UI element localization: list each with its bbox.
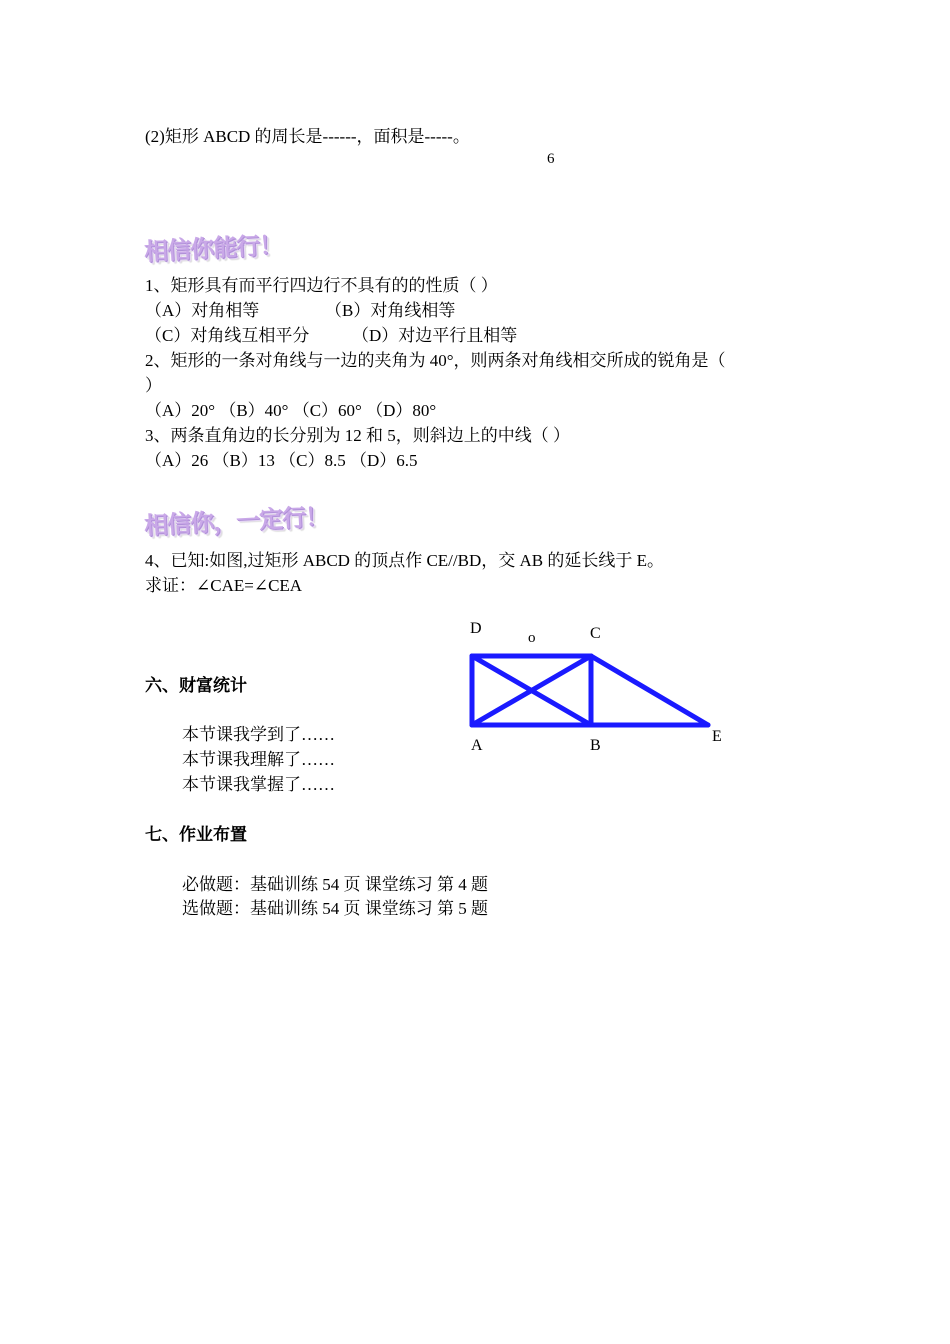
- question-3-options: （A）26 （B）13 （C）8.5 （D）6.5: [145, 451, 418, 470]
- proof-claim: 求证：∠CAE=∠CEA: [145, 576, 303, 595]
- label-D: D: [470, 620, 482, 637]
- label-o: o: [528, 630, 536, 646]
- question-2: 2、矩形的一条对角线与一边的夹角为 40°，则两条对角线相交所成的锐角是（: [145, 351, 726, 370]
- question-part-2: (2)矩形 ABCD 的周长是------，面积是-----。: [145, 127, 470, 146]
- section-6-heading: 六、财富统计: [145, 676, 247, 696]
- summary-line-1: 本节课我学到了……: [182, 725, 335, 744]
- summary-line-3: 本节课我掌握了……: [182, 775, 335, 794]
- page-number: 6: [547, 151, 555, 167]
- label-B: B: [590, 737, 601, 754]
- rectangle-figure: [460, 615, 730, 755]
- question-3: 3、两条直角边的长分别为 12 和 5，则斜边上的中线（ ）: [145, 426, 570, 445]
- homework-required: 必做题：基础训练 54 页 课堂练习 第 4 题: [182, 875, 488, 894]
- label-C: C: [590, 625, 601, 642]
- question-1-option-a: （A）对角相等: [145, 301, 260, 320]
- question-1-option-d: （D）对边平行且相等: [352, 326, 518, 345]
- question-1: 1、矩形具有而平行四边行不具有的的性质（ ）: [145, 276, 498, 295]
- figure-lines: [472, 656, 708, 725]
- label-E: E: [712, 728, 722, 745]
- homework-optional: 选做题：基础训练 54 页 课堂练习 第 5 题: [182, 899, 488, 918]
- question-1-option-b: （B）对角线相等: [325, 301, 456, 320]
- question-1-option-c: （C）对角线互相平分: [145, 326, 310, 345]
- section-7-heading: 七、作业布置: [145, 825, 247, 845]
- label-A: A: [471, 737, 483, 754]
- encouragement-banner-1: 相信你能行！: [143, 230, 283, 267]
- summary-line-2: 本节课我理解了……: [182, 750, 335, 769]
- question-2-options: （A）20° （B）40° （C）60° （D）80°: [145, 401, 437, 420]
- encouragement-banner-2: 相信你，一定行！: [143, 502, 329, 541]
- edge-CE: [591, 656, 708, 725]
- question-2-continued: ）: [145, 376, 162, 395]
- question-4: 4、已知:如图,过矩形 ABCD 的顶点作 CE//BD，交 AB 的延长线于 E。: [145, 551, 664, 570]
